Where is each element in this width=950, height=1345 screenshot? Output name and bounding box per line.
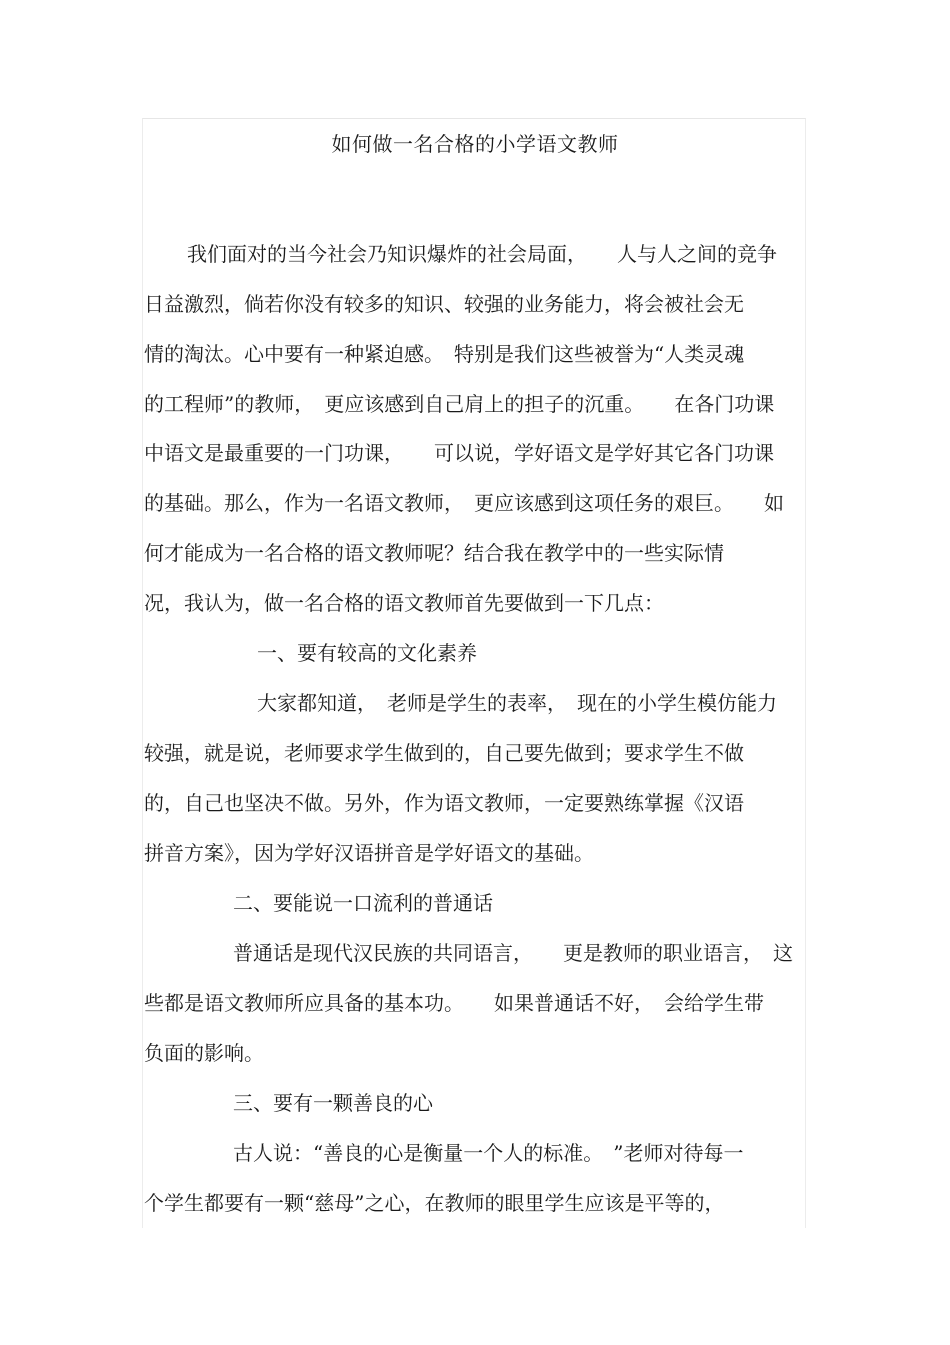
paragraph-line-1: 我们面对的当今社会乃知识爆炸的社会局面， 人与人之间的竞争 (187, 242, 777, 266)
document-title: 如何做一名合格的小学语文教师 (331, 132, 619, 156)
paragraph-line-4: 的工程师”的教师， 更应该感到自己肩上的担子的沉重。 在各门功课 (144, 392, 775, 416)
paragraph-line-6: 的基础。那么，作为一名语文教师， 更应该感到这项任务的艰巨。 如 (144, 491, 784, 515)
paragraph-line-5: 中语文是最重要的一门功课， 可以说，学好语文是学好其它各门功课 (144, 441, 774, 465)
section-heading-2: 二、要能说一口流利的普通话 (233, 891, 493, 915)
paragraph-line-17: 个学生都要有一颗“慈母”之心，在教师的眼里学生应该是平等的， (144, 1191, 725, 1215)
paragraph-line-11: 的，自己也坚决不做。另外，作为语文教师，一定要熟练掌握《汉语 (144, 791, 744, 815)
paragraph-line-12: 拼音方案》，因为学好汉语拼音是学好语文的基础。 (144, 841, 594, 865)
paragraph-line-10: 较强，就是说，老师要求学生做到的，自己要先做到；要求学生不做 (144, 741, 744, 765)
paragraph-line-8: 况，我认为，做一名合格的语文教师首先要做到一下几点： (144, 591, 664, 615)
paragraph-line-9: 大家都知道， 老师是学生的表率， 现在的小学生模仿能力 (257, 691, 777, 715)
paragraph-line-15: 负面的影响。 (144, 1041, 264, 1065)
section-heading-1: 一、要有较高的文化素养 (257, 641, 477, 665)
section-heading-3: 三、要有一颗善良的心 (233, 1091, 433, 1115)
paragraph-line-16: 古人说：“善良的心是衡量一个人的标准。 ”老师对待每一 (233, 1141, 744, 1165)
paragraph-line-13: 普通话是现代汉民族的共同语言， 更是教师的职业语言， 这 (233, 941, 793, 965)
paragraph-line-2: 日益激烈，倘若你没有较多的知识、较强的业务能力，将会被社会无 (144, 292, 744, 316)
paragraph-line-7: 何才能成为一名合格的语文教师呢？结合我在教学中的一些实际情 (144, 541, 724, 565)
paragraph-line-14: 些都是语文教师所应具备的基本功。 如果普通话不好， 会给学生带 (144, 991, 764, 1015)
paragraph-line-3: 情的淘汰。心中要有一种紧迫感。 特别是我们这些被誉为“人类灵魂 (144, 342, 745, 366)
